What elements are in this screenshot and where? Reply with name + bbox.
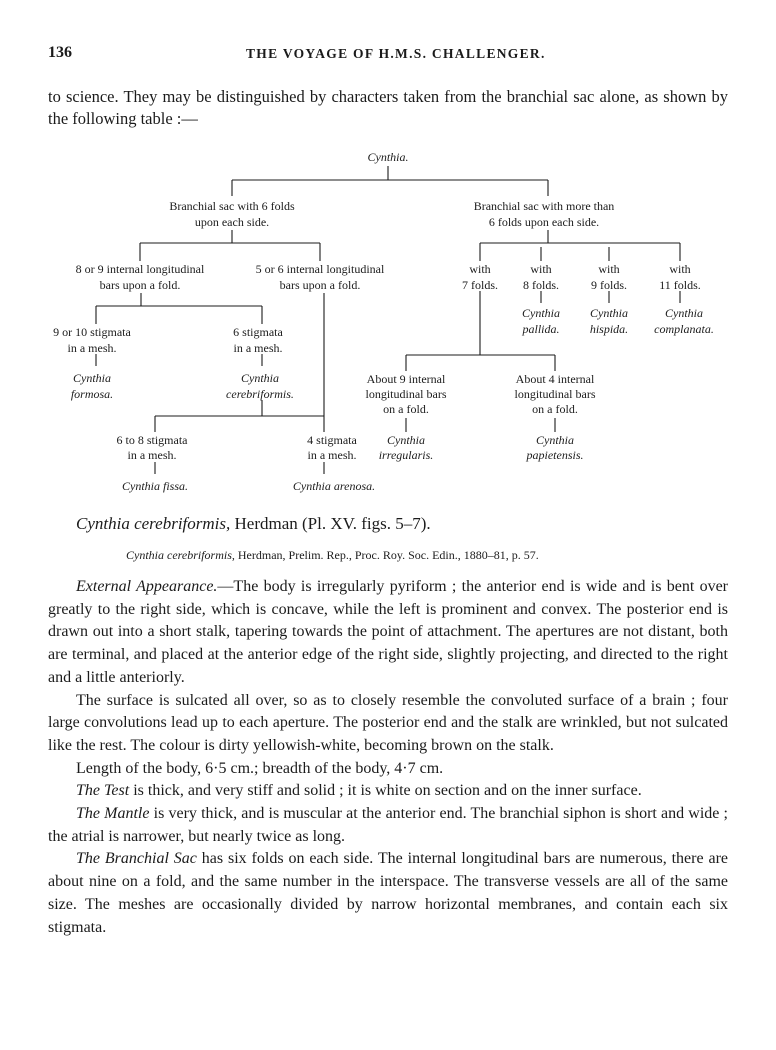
species-pallida-line1: Cynthia <box>522 306 560 320</box>
external-appearance-paragraph <box>48 576 728 690</box>
node-with-7-line2: 7 folds. <box>462 278 498 292</box>
species-irregularis-line1: Cynthia <box>387 433 425 447</box>
node-right-branch-line1: Branchial sac with more than <box>473 199 615 213</box>
species-complanata-line2: complanata. <box>654 322 714 336</box>
node-with-7-line1: with <box>469 262 491 276</box>
node-6-stigmata-line1: 6 stigmata <box>233 325 283 339</box>
mantle-paragraph <box>48 803 728 848</box>
node-6-stigmata-line2: in a mesh. <box>233 341 283 355</box>
species-pallida-line2: pallida. <box>522 322 560 336</box>
species-cerebriformis-line2: cerebriformis. <box>226 387 294 401</box>
species-hispida-line1: Cynthia <box>590 306 628 320</box>
node-about-9-line2: longitudinal bars <box>365 387 447 401</box>
node-with-9-line1: with <box>598 262 620 276</box>
species-papietensis-line1: Cynthia <box>536 433 574 447</box>
citation-rest: Herdman, Prelim. Rep., Proc. Roy. Soc. Edin., 1880–81, p. 57. <box>234 548 539 562</box>
mantle-label: The Mantle <box>76 805 150 823</box>
species-heading-rest: Herdman (Pl. XV. figs. 5–7). <box>230 514 431 533</box>
branchial-sac-text: has six folds on each side. The internal longitudinal bars are numerous, there are about nine on a fold, and the same number in the interspace. The transverse vessels are all of the same size. The meshes are occasionally divided by narrow horizontal membranes, and contain each six stigmata. <box>48 850 728 936</box>
citation <box>126 548 539 563</box>
page-number: 136 <box>48 44 72 61</box>
test-paragraph <box>48 780 728 803</box>
node-about-4-line3: on a fold. <box>532 402 578 416</box>
mantle-text: is very thick, and is muscular at the anterior end. The branchial siphon is short and wide ; the atrial is narrower, but nearly twice as long. <box>48 805 728 845</box>
species-complanata-line1: Cynthia <box>665 306 703 320</box>
species-fissa: Cynthia fissa. <box>121 479 189 493</box>
node-8-9-bars-line2: bars upon a fold. <box>99 278 181 292</box>
description-body <box>48 576 728 939</box>
node-9-10-stigmata-line2: in a mesh. <box>67 341 117 355</box>
intro-paragraph: to science. They may be distinguished by characters taken from the branchial sac alone, as shown by the following table :— <box>48 87 728 128</box>
branchial-sac-paragraph <box>48 848 728 939</box>
species-heading <box>76 514 431 534</box>
node-about-9-line1: About 9 internal <box>366 372 446 386</box>
node-6-8-stigmata-line2: in a mesh. <box>127 448 177 462</box>
external-appearance-text: —The body is irregularly pyriform ; the anterior end is wide and is bent over greatly to the right side, which is concave, while the left is prominent and convex. The posterior end is drawn out into a short stalk, tapering towards the point of attachment. The apertures are not distant, both are terminal, and placed at the anterior edge of the right side, slightly projecting, and directed to the right and a little anteriorly. <box>48 578 729 686</box>
node-6-8-stigmata-line1: 6 to 8 stigmata <box>116 433 188 447</box>
node-with-8-line2: 8 folds. <box>523 278 559 292</box>
node-about-4-line1: About 4 internal <box>515 372 595 386</box>
running-header <box>48 44 728 68</box>
measurements-paragraph: Length of the body, 6·5 cm.; breadth of the body, 4·7 cm. <box>76 759 444 777</box>
species-formosa-line2: formosa. <box>70 387 114 401</box>
species-irregularis-line2: irregularis. <box>378 448 434 462</box>
node-5-6-bars-line1: 5 or 6 internal longitudinal <box>255 262 385 276</box>
node-4-stigmata-line1: 4 stigmata <box>307 433 357 447</box>
node-left-branch-line1: Branchial sac with 6 folds <box>169 199 295 213</box>
node-root: Cynthia. <box>367 150 409 164</box>
branchial-sac-label: The Branchial Sac <box>76 850 197 868</box>
node-about-9-line3: on a fold. <box>383 402 429 416</box>
node-9-10-stigmata-line1: 9 or 10 stigmata <box>53 325 131 339</box>
species-cerebriformis-line1: Cynthia <box>241 371 279 385</box>
test-label: The Test <box>76 782 130 800</box>
node-about-4-line2: longitudinal bars <box>514 387 596 401</box>
classification-table <box>0 140 776 500</box>
node-8-9-bars-line1: 8 or 9 internal longitudinal <box>75 262 205 276</box>
node-left-branch-line2: upon each side. <box>194 215 270 229</box>
node-with-9-line2: 9 folds. <box>591 278 627 292</box>
surface-paragraph: The surface is sulcated all over, so as to closely resemble the convoluted surface of a brain ; four large convolutions lead up to each aperture. The posterior end and the stalk are wrinkled, but not sulcated like the rest. The colour is dirty yellowish-white, becoming brown on the stalk. <box>48 691 728 754</box>
node-with-11-line1: with <box>669 262 691 276</box>
species-hispida-line2: hispida. <box>589 322 629 336</box>
node-5-6-bars-line2: bars upon a fold. <box>279 278 361 292</box>
species-heading-name: Cynthia cerebriformis, <box>76 514 231 533</box>
species-papietensis-line2: papietensis. <box>526 448 584 462</box>
species-formosa-line1: Cynthia <box>73 371 111 385</box>
running-title: THE VOYAGE OF H.M.S. CHALLENGER. <box>246 46 546 61</box>
test-text: is thick, and very stiff and solid ; it is white on section and on the inner surface. <box>129 782 642 800</box>
node-4-stigmata-line2: in a mesh. <box>307 448 357 462</box>
citation-name: Cynthia cerebriformis, <box>126 548 235 562</box>
external-appearance-label: External Appearance. <box>76 578 218 595</box>
node-with-8-line1: with <box>530 262 552 276</box>
species-arenosa: Cynthia arenosa. <box>292 479 376 493</box>
node-with-11-line2: 11 folds. <box>659 278 701 292</box>
node-right-branch-line2: 6 folds upon each side. <box>488 215 600 229</box>
